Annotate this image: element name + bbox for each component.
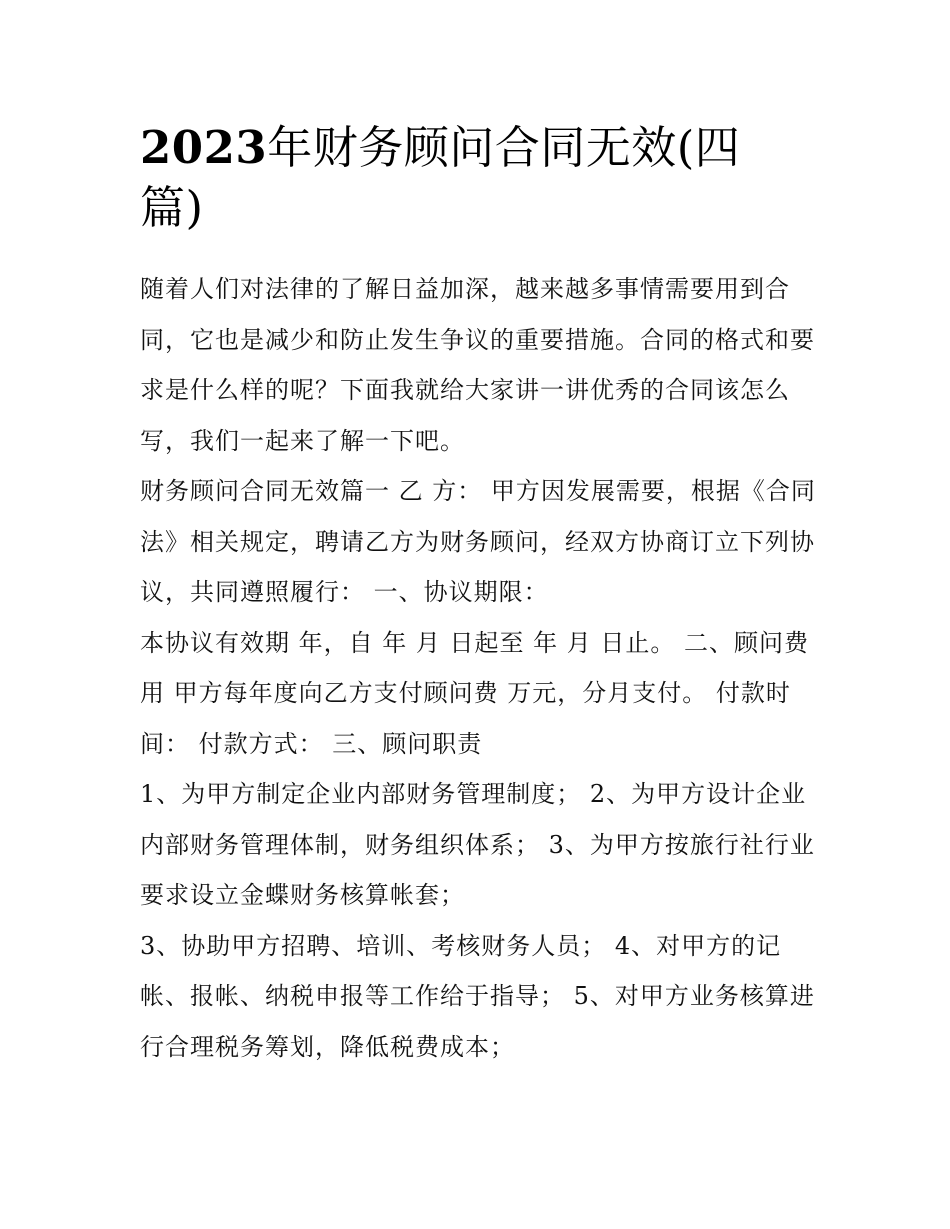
title-year: 2023 — [140, 121, 268, 174]
duties-paragraph-1 — [140, 769, 820, 921]
text-line: 法》相关规定，聘请乙方为财务顾问，经双方协商订立下列协 — [140, 527, 815, 556]
text-line: 帐、报帐、纳税申报等工作给于指导； 5、对甲方业务核算进 — [140, 982, 815, 1010]
article-one-paragraph — [140, 466, 820, 618]
title-text-line1: 年财务顾问合同无效(四 — [267, 121, 741, 174]
text-line: 同，它也是减少和防止发生争议的重要措施。合同的格式和要 — [140, 325, 815, 354]
document-title — [140, 118, 820, 238]
text-line: 内部财务管理体制，财务组织体系； 3、为甲方按旅行社行业 — [140, 830, 815, 859]
text-line: 要求设立金蝶财务核算帐套； — [140, 881, 465, 909]
text-line: 议，共同遵照履行： 一、协议期限： — [140, 578, 549, 606]
title-text-line2: 篇) — [140, 181, 204, 234]
text-line: 间： 付款方式： 三、顾问职责 — [140, 729, 483, 758]
text-line: 本协议有效期 年，自 年 月 日起至 年 月 日止。 二、顾问费 — [140, 628, 810, 657]
text-line: 3、协助甲方招聘、培训、考核财务人员； 4、对甲方的记 — [140, 931, 782, 960]
text-line: 求是什么样的呢？下面我就给大家讲一讲优秀的合同该怎么 — [140, 376, 790, 404]
text-line: 随着人们对法律的了解日益加深，越来越多事情需要用到合 — [140, 275, 790, 303]
text-line: 写，我们一起来了解一下吧。 — [140, 426, 465, 455]
duties-paragraph-2 — [140, 921, 820, 1073]
text-line: 财务顾问合同无效篇一 乙 方： 甲方因发展需要，根据《合同 — [140, 477, 816, 505]
text-line: 行合理税务筹划，降低税费成本； — [140, 1032, 515, 1061]
text-line: 用 甲方每年度向乙方支付顾问费 万元，分月支付。 付款时 — [140, 679, 791, 707]
intro-paragraph — [140, 264, 820, 466]
document-body — [140, 118, 820, 1072]
term-and-fee-paragraph — [140, 618, 820, 770]
text-line: 1、为甲方制定企业内部财务管理制度； 2、为甲方设计企业 — [140, 780, 807, 808]
